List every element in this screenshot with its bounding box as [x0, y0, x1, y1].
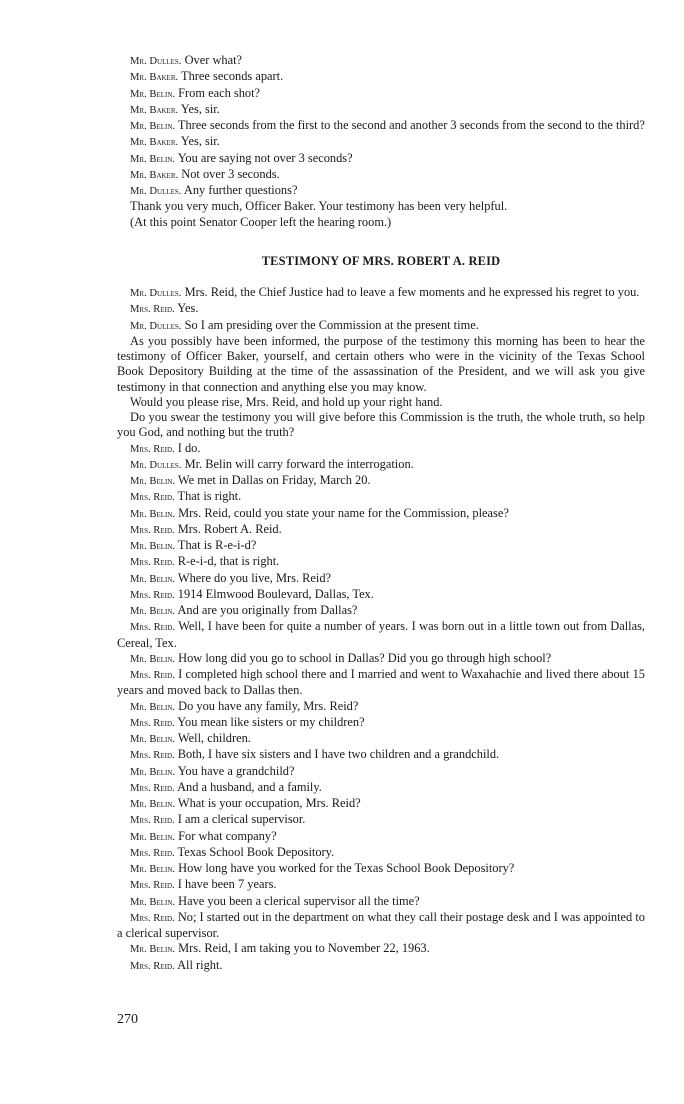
speaker-name: Mr. Belin.	[130, 121, 176, 132]
speaker-name: Mrs. Reid.	[130, 524, 175, 536]
transcript-paragraph	[117, 215, 645, 230]
transcript-paragraph	[117, 457, 645, 473]
speech-text: You mean like sisters or my children?	[177, 714, 365, 729]
speaker-name: Mr. Belin.	[130, 541, 176, 552]
transcript-paragraph	[117, 334, 645, 395]
speaker-name: Mrs. Reid.	[130, 847, 175, 859]
speech-text: Not over 3 seconds.	[181, 166, 280, 181]
transcript-paragraph	[117, 603, 645, 619]
transcript-paragraph	[117, 522, 645, 538]
speech-text: That is R-e-i-d?	[177, 538, 257, 552]
speech-text: No; I started out in the department on what they call their postage desk and I was appointed to a clerical supervisor.	[117, 909, 645, 940]
transcript-paragraph	[117, 554, 645, 570]
speaker-name: Mrs. Reid.	[130, 880, 175, 892]
transcript-paragraph	[117, 69, 645, 85]
speaker-name: Mr. Belin.	[130, 864, 176, 875]
speaker-name: Mr. Belin.	[130, 153, 176, 165]
transcript-paragraph	[117, 731, 645, 747]
speech-text: (At this point Senator Cooper left the hearing room.)	[130, 214, 392, 229]
transcript-paragraph	[117, 651, 645, 667]
transcript-paragraph	[117, 151, 645, 167]
transcript-paragraph	[117, 812, 645, 828]
transcript-paragraph	[117, 134, 645, 150]
speaker-name: Mr. Belin.	[130, 831, 176, 843]
transcript-paragraph	[117, 747, 645, 763]
speech-text: Three seconds apart.	[181, 69, 284, 84]
speaker-name: Mr. Dulles.	[130, 186, 182, 197]
transcript-paragraph	[117, 861, 645, 877]
transcript-paragraph	[117, 845, 645, 861]
speech-text: Do you have any family, Mrs. Reid?	[178, 698, 359, 713]
speech-text: I am a clerical supervisor.	[177, 812, 306, 827]
speech-text: Mrs. Reid, could you state your name for the Commission, please?	[178, 505, 509, 520]
section-heading: TESTIMONY OF MRS. ROBERT A. REID	[261, 253, 501, 268]
speaker-name: Mrs. Reid.	[130, 815, 175, 827]
speaker-name: Mrs. Reid.	[130, 782, 175, 794]
speaker-name: Mr. Baker.	[130, 137, 179, 149]
transcript-paragraph	[117, 441, 645, 457]
transcript-paragraph	[117, 395, 645, 410]
speaker-name: Mrs. Reid.	[130, 492, 175, 504]
speaker-name: Mrs. Reid.	[130, 304, 175, 316]
transcript-paragraph	[117, 183, 645, 199]
speaker-name: Mr. Belin.	[130, 653, 176, 665]
speech-text: Texas School Book Depository.	[177, 844, 335, 859]
speech-text: Yes, sir.	[180, 134, 220, 149]
speech-text: Any further questions?	[183, 183, 298, 197]
speech-text: That is right.	[177, 489, 242, 504]
transcript-paragraph	[117, 86, 645, 102]
transcript-paragraph	[117, 894, 645, 910]
transcript-paragraph	[117, 619, 645, 651]
speaker-name: Mr. Belin.	[130, 88, 176, 100]
speaker-name: Mrs. Reid.	[130, 750, 175, 762]
speech-text: How long have you worked for the Texas School Book Depository?	[178, 861, 515, 875]
speech-text: 1914 Elmwood Boulevard, Dallas, Tex.	[177, 586, 374, 601]
speech-text: Mr. Belin will carry forward the interrogation.	[184, 456, 414, 471]
speaker-name: Mr. Belin.	[130, 508, 176, 520]
speaker-name: Mrs. Reid.	[130, 557, 175, 569]
speaker-name: Mr. Belin.	[130, 606, 176, 617]
transcript-paragraph	[117, 877, 645, 893]
transcript-paragraph	[117, 538, 645, 554]
speech-text: Mrs. Reid, I am taking you to November 22, 1963.	[178, 941, 430, 956]
speaker-name: Mr. Belin.	[130, 799, 176, 810]
transcript-paragraph	[117, 301, 645, 317]
transcript-paragraph	[117, 780, 645, 796]
transcript-paragraph	[117, 571, 645, 587]
transcript-paragraph	[117, 910, 645, 942]
transcript-paragraph	[117, 53, 645, 69]
speaker-name: Mr. Belin.	[130, 701, 176, 713]
speech-text: R-e-i-d, that is right.	[177, 554, 280, 569]
speech-text: Over what?	[184, 53, 243, 67]
speaker-name: Mr. Belin.	[130, 476, 176, 487]
speech-text: Well, children.	[177, 731, 251, 745]
speech-text: We met in Dallas on Friday, March 20.	[177, 473, 371, 487]
speaker-name: Mrs. Reid.	[130, 960, 175, 972]
speech-text: You are saying not over 3 seconds?	[177, 150, 353, 165]
transcript-paragraph	[117, 318, 645, 334]
page-number: 270	[117, 1012, 138, 1027]
transcript-paragraph	[117, 796, 645, 812]
transcript-paragraph	[117, 118, 645, 134]
speech-text: And are you originally from Dallas?	[177, 603, 358, 617]
speech-text: Three seconds from the first to the second and another 3 seconds from the second to the third?	[177, 118, 645, 132]
speech-text: Well, I have been for quite a number of years. I was born out in a little town out from Dallas, Cereal, Tex.	[117, 619, 646, 650]
speech-text: I have been 7 years.	[177, 877, 277, 892]
speaker-name: Mr. Belin.	[130, 734, 176, 745]
speaker-name: Mrs. Reid.	[130, 622, 175, 634]
speech-text: Would you please rise, Mrs. Reid, and hold up your right hand.	[130, 394, 443, 409]
speaker-name: Mr. Belin.	[130, 573, 176, 585]
speech-text: All right.	[177, 957, 223, 972]
speech-text: Both, I have six sisters and I have two children and a grandchild.	[177, 747, 500, 762]
speaker-name: Mrs. Reid.	[130, 912, 175, 924]
speech-text: Where do you live, Mrs. Reid?	[177, 570, 332, 585]
transcript-paragraph	[117, 941, 645, 957]
transcript-paragraph	[117, 167, 645, 183]
speaker-name: Mr. Dulles.	[130, 56, 182, 67]
speaker-name: Mr. Belin.	[130, 896, 176, 908]
speech-text: Mrs. Robert A. Reid.	[177, 521, 282, 536]
transcript-paragraph	[117, 829, 645, 845]
transcript-paragraph	[117, 699, 645, 715]
speech-text: Thank you very much, Officer Baker. Your testimony has been very helpful.	[130, 199, 508, 214]
speaker-name: Mr. Baker.	[130, 72, 179, 84]
transcript-paragraph	[117, 199, 645, 214]
speech-text: From each shot?	[178, 85, 261, 100]
speech-text: And a husband, and a family.	[177, 779, 322, 794]
speech-text: What is your occupation, Mrs. Reid?	[177, 796, 361, 810]
transcript-paragraph	[117, 958, 645, 974]
speaker-name: Mrs. Reid.	[130, 717, 175, 729]
speaker-name: Mr. Dulles.	[130, 320, 182, 332]
transcript-page	[117, 53, 645, 974]
transcript-paragraph	[117, 715, 645, 731]
transcript-paragraph	[117, 410, 645, 441]
transcript-paragraph	[117, 587, 645, 603]
speaker-name: Mr. Dulles.	[130, 459, 182, 471]
speech-text: Have you been a clerical supervisor all the time?	[178, 893, 420, 908]
transcript-paragraph	[117, 285, 645, 301]
speaker-name: Mr. Belin.	[130, 944, 176, 956]
speaker-name: Mrs. Reid.	[130, 589, 175, 601]
speech-text: Yes, sir.	[180, 101, 220, 116]
transcript-paragraph	[117, 667, 645, 699]
speaker-name: Mr. Baker.	[130, 104, 179, 116]
speech-text: I completed high school there and I married and went to Waxahachie and lived there about 15 years and moved back to Dallas then.	[117, 667, 645, 698]
testimony-reid	[117, 285, 645, 974]
transcript-paragraph	[117, 764, 645, 780]
speech-text: Do you swear the testimony you will give before this Commission is the truth, the whole truth, so help you God, and nothing but the truth?	[117, 410, 645, 440]
speaker-name: Mr. Baker.	[130, 169, 179, 181]
speech-text: As you possibly have been informed, the purpose of the testimony this morning has been to hear the testimony of Officer Baker, yourself, and certain others who were in the vicinity of the Texas School Book Depository Building at the time of the assassination of the President, and we will ask you give testimony in that connection and anything else you may know.	[117, 333, 645, 394]
speech-text: For what company?	[178, 828, 277, 843]
speech-text: So I am presiding over the Commission at the present time.	[184, 317, 479, 332]
speech-text: I do.	[177, 440, 201, 455]
transcript-paragraph	[117, 489, 645, 505]
speaker-name: Mr. Belin.	[130, 766, 176, 778]
testimony-baker-conclusion	[117, 53, 645, 230]
transcript-paragraph	[117, 506, 645, 522]
speaker-name: Mrs. Reid.	[130, 670, 175, 681]
transcript-paragraph	[117, 473, 645, 489]
speech-text: You have a grandchild?	[177, 763, 295, 778]
speech-text: Mrs. Reid, the Chief Justice had to leave a few moments and he expressed his regret to you.	[184, 285, 640, 299]
speech-text: How long did you go to school in Dallas? Did you go through high school?	[178, 650, 552, 665]
transcript-paragraph	[117, 102, 645, 118]
speaker-name: Mr. Dulles.	[130, 288, 182, 299]
speech-text: Yes.	[177, 301, 199, 316]
speaker-name: Mrs. Reid.	[130, 443, 175, 455]
